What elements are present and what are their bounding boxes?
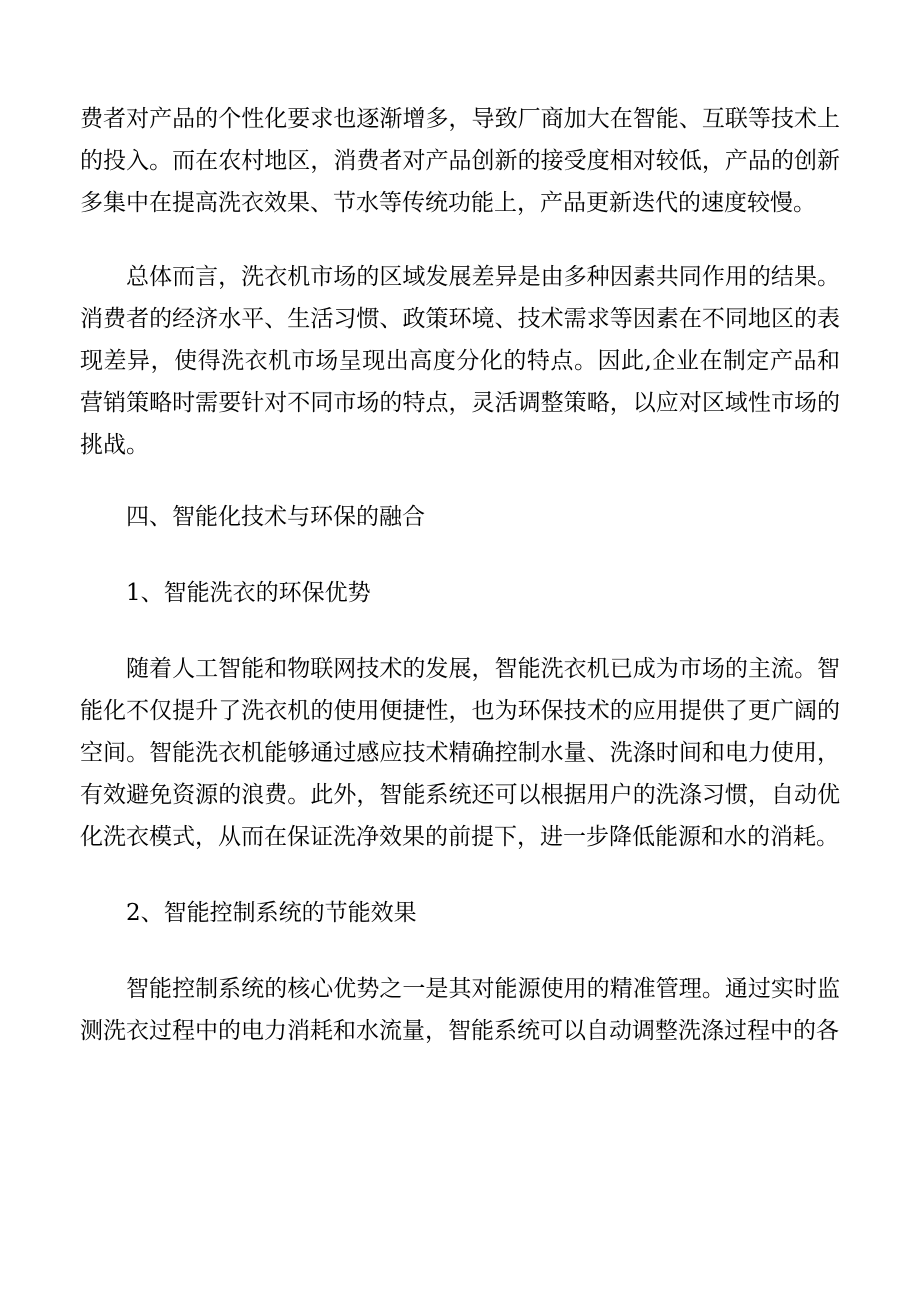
subsection-2-body: 智能控制系统的核心优势之一是其对能源使用的精准管理。通过实时监测洗衣过程中的电力消耗和水流量，智能系统可以自动调整洗涤过程中的各 [80, 976, 840, 1044]
subsection-heading-1: 1、智能洗衣的环保优势 [126, 580, 371, 606]
body-paragraph-summary: 总体而言，洗衣机市场的区域发展差异是由多种因素共同作用的结果。消费者的经济水平、生活习惯、政策环境、技术需求等因素在不同地区的表现差异，使得洗衣机市场呈现出高度分化的特点。因此,企业在制定产品和营销策略时需要针对不同市场的特点，灵活调整策略，以应对区域性市场的挑战。 [80, 264, 840, 458]
body-paragraph-continued: 费者对产品的个性化要求也逐渐增多，导致厂商加大在智能、互联等技术上的投入。而在农村地区，消费者对产品创新的接受度相对较低，产品的创新多集中在提高洗衣效果、节水等传统功能上，产品更新迭代的速度较慢。 [80, 106, 840, 216]
subsection-1-body: 随着人工智能和物联网技术的发展，智能洗衣机已成为市场的主流。智能化不仅提升了洗衣机的使用便捷性，也为环保技术的应用提供了更广阔的空间。智能洗衣机能够通过感应技术精确控制水量、洗涤时间和电力使用，有效避免资源的浪费。此外，智能系统还可以根据用户的洗涤习惯，自动优化洗衣模式，从而在保证洗净效果的前提下，进一步降低能源和水的消耗。 [80, 656, 840, 850]
subsection-heading-2: 2、智能控制系统的节能效果 [126, 900, 417, 926]
document-page [80, 98, 840, 1052]
section-heading: 四、智能化技术与环保的融合 [126, 504, 425, 530]
